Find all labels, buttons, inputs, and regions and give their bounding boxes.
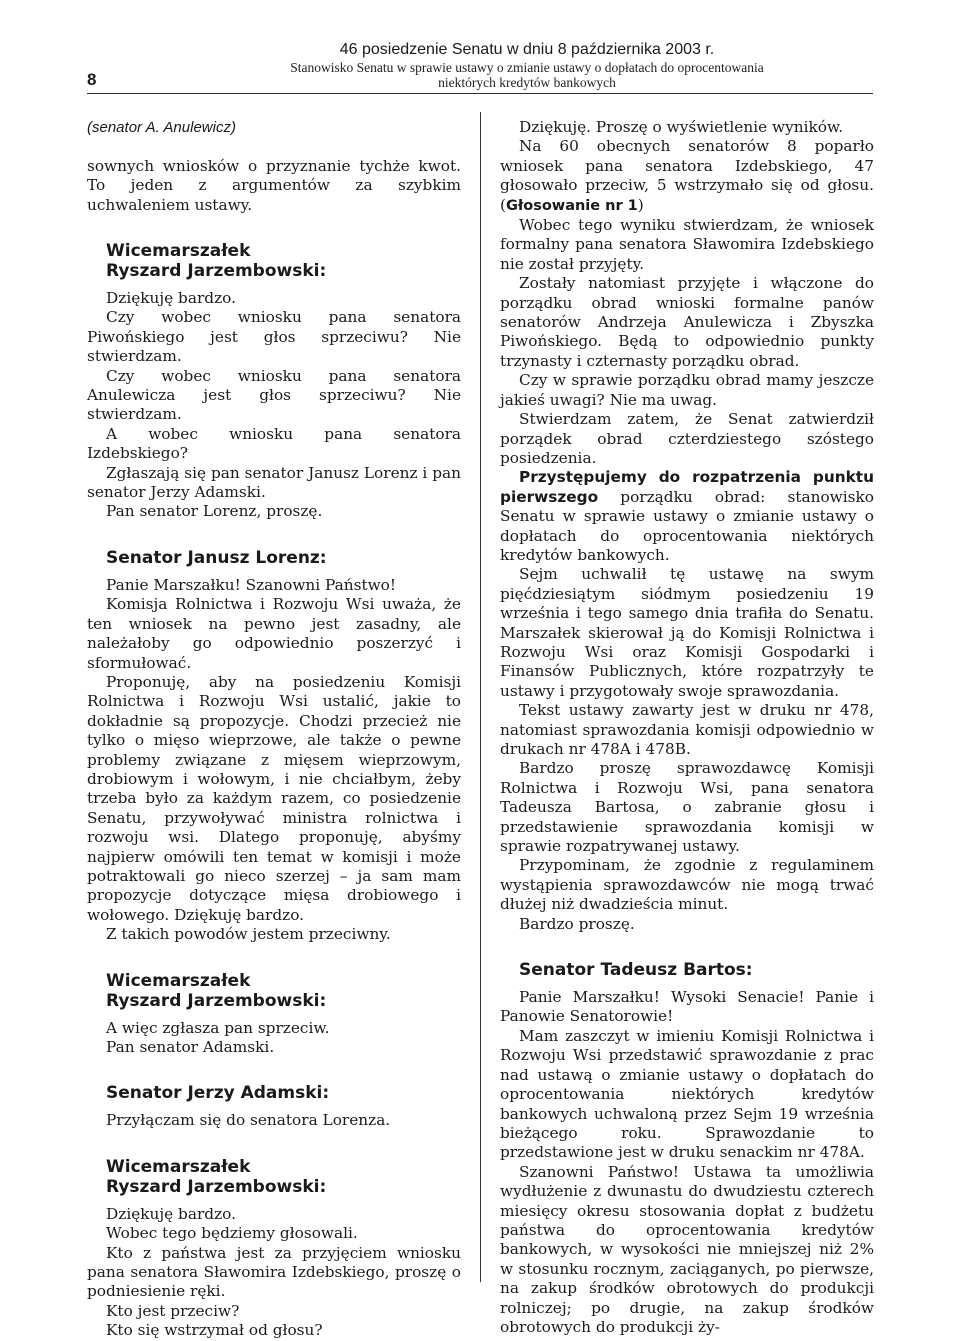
- spacer: [87, 522, 461, 548]
- header-rule: [87, 93, 873, 94]
- paragraph: Dziękuję bardzo.: [106, 289, 236, 308]
- paragraph: Kto się wstrzymał od głosu?: [106, 1321, 323, 1340]
- paragraph: [500, 468, 874, 565]
- paragraph: Czy w sprawie porządku obrad mamy jeszcze jakieś uwagi? Nie ma uwag.: [500, 371, 874, 409]
- paragraph: Sejm uchwalił tę ustawę na swym pięćdziesiątym siódmym posiedzeniu 19 września i tego samego dnia trafiła do Senatu. Marszałek skierował ją do Komisji Rolnictwa i Rozwoju Wsi oraz Komisji Gospodarki i Finansów Publicznych, które rozpatrzyły te ustawy i przygotowały swoje sprawozdania.: [500, 565, 874, 700]
- spacer: [500, 980, 874, 988]
- paragraph: sownych wniosków o przyznanie tychże kwot. To jeden z argumentów za szybkim uchwaleniem ustawy.: [87, 156, 461, 214]
- speaker-name: Ryszard Jarzembowski:: [106, 990, 327, 1011]
- paragraph: Kto jest przeciw?: [106, 1301, 240, 1320]
- spacer: [500, 934, 874, 960]
- spacer: [87, 1057, 461, 1083]
- paragraph: Zostały natomiast przyjęte i włączone do porządku obrad wnioski formalne panów senatorów Andrzeja Anulewicza i Zbyszka Piwońskiego. Będą to odpowiednio punkty trzynasty i czternasty porządku obrad.: [500, 274, 874, 370]
- paragraph: [500, 137, 874, 216]
- column-divider: [480, 112, 481, 1282]
- paragraph: Panie Marszałku! Szanowni Państwo!: [106, 575, 397, 594]
- page-number: 8: [87, 70, 97, 89]
- spacer: [87, 1131, 461, 1157]
- running-header-subtitle: [180, 60, 874, 90]
- spacer: [87, 281, 461, 289]
- speaker-title: Wicemarszałek: [106, 1156, 251, 1177]
- paragraph: Szanowni Państwo! Ustawa ta umożliwia wydłużenie z dwunastu do dwudziestu czterech miesięcy okresu stosowania dopłat z budżetu państwa do oprocentowania kredytów bankowych, w wysokości nie mniejszej niż 2% w stosunku rocznym, zaciąganych, po pierwsze, na zakup środków obrotowych do produkcji rolniczej; po drugie, na zakup środków obrotowych do produkcji ży-: [500, 1162, 874, 1336]
- paragraph: Z takich powodów jestem przeciwny.: [106, 925, 391, 944]
- speaker-heading: Senator Tadeusz Bartos:: [519, 960, 753, 981]
- spacer: [87, 1197, 461, 1205]
- speaker-heading: [87, 971, 461, 1011]
- speaker-heading: Senator Janusz Lorenz:: [106, 547, 327, 568]
- spacer: [87, 945, 461, 971]
- running-header-title: 46 posiedzenie Senatu w dniu 8 października 2003 r.: [339, 41, 715, 58]
- speaker-name: Ryszard Jarzembowski:: [106, 1176, 327, 1197]
- paragraph: Proponuję, aby na posiedzeniu Komisji Rolnictwa i Rozwoju Wsi ustalić, jakie to dokładnie są propozycje. Chodzi przecież nie tylko o mięso wieprzowe, ale także o pewne problemy związane z mięsem wieprzowym, drobiowym i wołowym, i nie chciałbym, żeby trzeba było za każdym razem, co posiedzenie Senatu, przywoływać ministra rolnictwa i rozwoju wsi. Dlatego proponuję, abyśmy najpierw omówili ten temat w komisji i może potraktowali go nieco szerzej – ja sam mam propozycje dotyczące mięsa drobiowego i wołowego. Dziękuję bardzo.: [87, 672, 461, 924]
- paragraph: Kto z państwa jest za przyjęciem wniosku pana senatora Sławomira Izdebskiego, proszę o podniesienie ręki.: [87, 1243, 461, 1301]
- speaker-title: Wicemarszałek: [106, 970, 251, 991]
- speaker-note: (senator A. Anulewicz): [87, 119, 236, 136]
- paragraph: Czy wobec wniosku pana senatora Piwońskiego jest głos sprzeciwu? Nie stwierdzam.: [87, 308, 461, 366]
- paragraph: Stwierdzam zatem, że Senat zatwierdził porządek obrad czterdziestego szóstego posiedzenia.: [500, 410, 874, 467]
- paragraph: Przyłączam się do senatora Lorenza.: [106, 1111, 391, 1130]
- spacer: [87, 215, 461, 241]
- agenda-item-lead: Przystępujemy do rozpatrzenia punktu pierwszego: [500, 468, 874, 506]
- paragraph: Pan senator Adamski.: [106, 1038, 275, 1057]
- paragraph-text: ): [637, 195, 644, 214]
- speaker-title: Wicemarszałek: [106, 241, 251, 262]
- running-header-subtitle-line: Stanowisko Senatu w sprawie ustawy o zmianie ustawy o dopłatach do oprocentowania: [290, 60, 764, 75]
- paragraph: Bardzo proszę.: [519, 914, 635, 933]
- paragraph: Wobec tego wyniku stwierdzam, że wniosek formalny pana senatora Sławomira Izdebskiego nie został przyjęty.: [500, 216, 874, 273]
- running-header-subtitle-line: niektórych kredytów bankowych: [438, 75, 616, 90]
- vote-reference: Głosowanie nr 1: [505, 197, 638, 214]
- paragraph: Dziękuję bardzo.: [106, 1204, 236, 1223]
- speaker-name: Ryszard Jarzembowski:: [106, 261, 327, 282]
- spacer: [87, 1011, 461, 1019]
- speaker-heading: Senator Jerzy Adamski:: [106, 1083, 330, 1104]
- paragraph: A więc zgłasza pan sprzeciw.: [106, 1018, 330, 1037]
- paragraph: Dziękuję. Proszę o wyświetlenie wyników.: [519, 118, 844, 136]
- spacer: [87, 568, 461, 576]
- paragraph: Bardzo proszę sprawozdawcę Komisji Rolnictwa i Rozwoju Wsi, pana senatora Tadeusza Bartosa, o zabranie głosu i przedstawienie sprawozdania komisji w sprawie rozpatrywanej ustawy.: [500, 759, 874, 856]
- paragraph: Przypominam, że zgodnie z regulaminem wystąpienia sprawozdawców nie mogą trwać dłużej niż dwadzieścia minut.: [500, 856, 874, 914]
- right-column: [500, 118, 874, 1337]
- paragraph-text: porządku obrad: stanowisko Senatu w sprawie ustawy o zmianie ustawy o dopłatach do oprocentowania niektórych kredytów bankowych.: [500, 487, 874, 564]
- paragraph: Zgłaszają się pan senator Janusz Lorenz i pan senator Jerzy Adamski.: [87, 463, 461, 502]
- spacer: [87, 137, 461, 156]
- speaker-heading: [87, 241, 461, 281]
- paragraph: Pan senator Lorenz, proszę.: [106, 502, 323, 521]
- paragraph: Panie Marszałku! Wysoki Senacie! Panie i Panowie Senatorowie!: [500, 988, 874, 1026]
- paragraph: Wobec tego będziemy głosowali.: [106, 1224, 358, 1243]
- spacer: [87, 1103, 461, 1111]
- paragraph-text: Na 60 obecnych senatorów 8 poparło wniosek pana senatora Izdebskiego, 47 głosowało przeciw, 5 wstrzymało się od głosu. (: [500, 137, 874, 214]
- paragraph: Komisja Rolnictwa i Rozwoju Wsi uważa, że ten wniosek na pewno jest zasadny, ale należałoby go odpowiednio poszerzyć i sformułować.: [87, 595, 461, 672]
- speaker-heading: [87, 1157, 461, 1197]
- paragraph: Tekst ustawy zawarty jest w druku nr 478, natomiast sprawozdania komisji odpowiednio w drukach nr 478A i 478B.: [500, 701, 874, 758]
- paragraph: Mam zaszczyt w imieniu Komisji Rolnictwa i Rozwoju Wsi przedstawić sprawozdanie z prac nad ustawą o zmianie ustawy o dopłatach do oprocentowania niektórych kredytów bankowych uchwaloną przez Sejm 19 września bieżącego roku. Sprawozdanie to przedstawione jest w druku senackim nr 478A.: [500, 1026, 874, 1162]
- left-column: [87, 118, 461, 1341]
- paragraph: Czy wobec wniosku pana senatora Anulewicza jest głos sprzeciwu? Nie stwierdzam.: [87, 366, 461, 424]
- paragraph: A wobec wniosku pana senatora Izdebskiego?: [87, 424, 461, 463]
